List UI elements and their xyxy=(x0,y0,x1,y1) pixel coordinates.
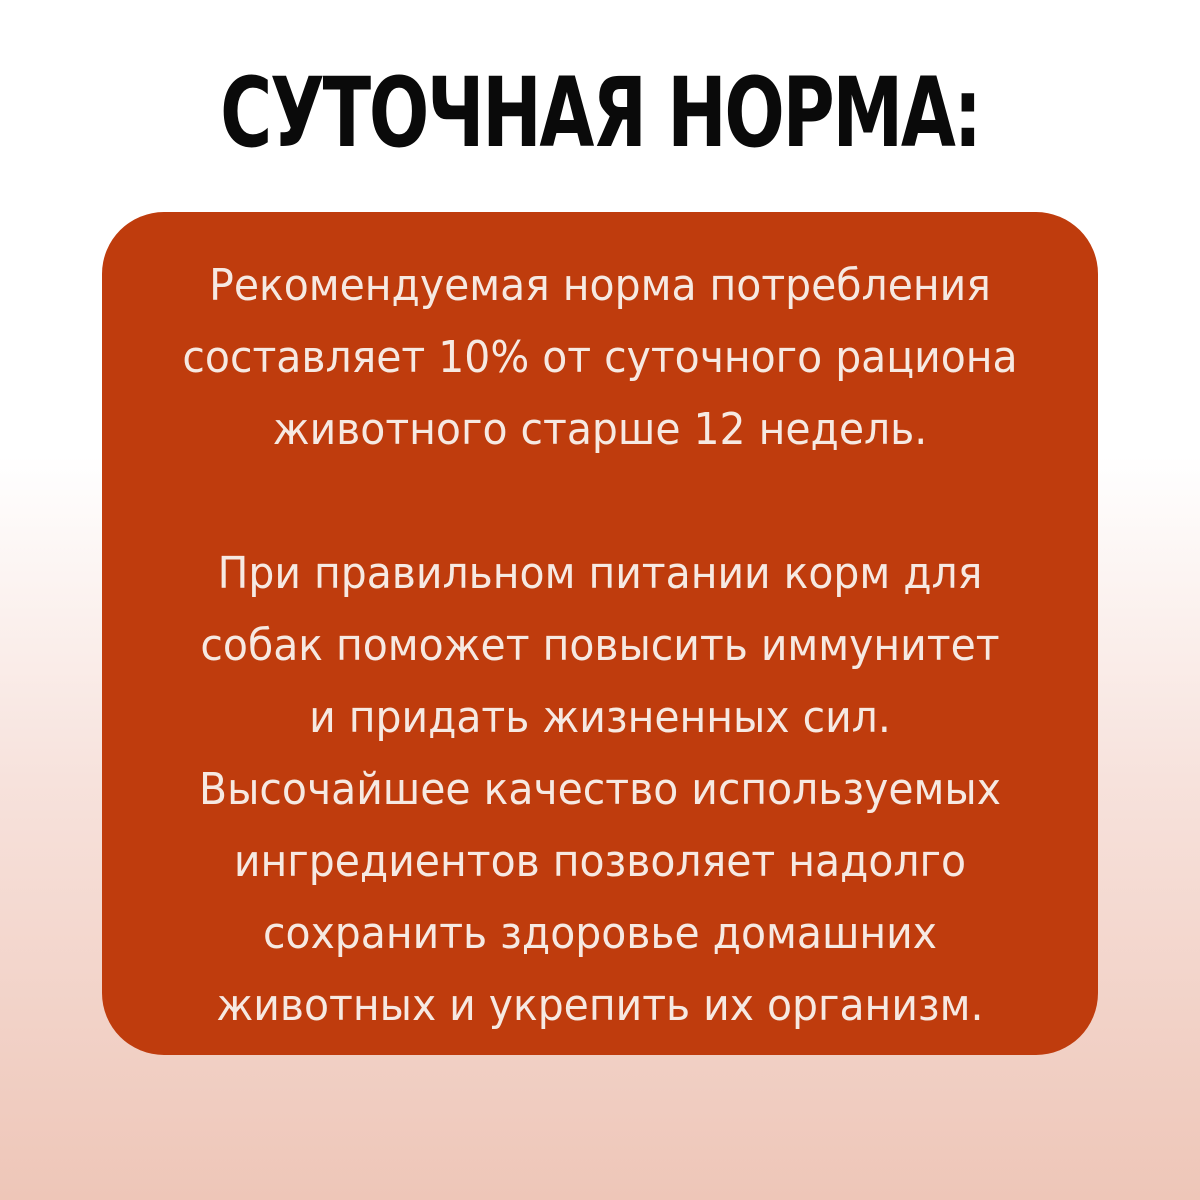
paragraph-spacer xyxy=(102,466,1098,538)
text-line: собак поможет повысить иммунитет xyxy=(200,620,1000,671)
page-title: СУТОЧНАЯ НОРМА: xyxy=(220,57,980,169)
benefits-paragraph xyxy=(102,538,1098,1042)
text-line: составляет 10% от суточного рациона xyxy=(182,332,1018,383)
text-line: животных и укрепить их организм. xyxy=(216,980,984,1031)
text-line: При правильном питании корм для xyxy=(217,548,983,599)
text-line: Высочайшее качество используемых xyxy=(199,764,1001,815)
text-line: Рекомендуемая норма потребления xyxy=(209,260,991,311)
text-line: сохранить здоровье домашних xyxy=(263,908,937,959)
text-line: ингредиентов позволяет надолго xyxy=(233,836,967,887)
recommended-norm-paragraph xyxy=(102,250,1098,466)
text-line: и придать жизненных сил. xyxy=(309,692,891,743)
text-line: животного старше 12 недель. xyxy=(272,404,928,455)
info-card xyxy=(102,212,1098,1055)
